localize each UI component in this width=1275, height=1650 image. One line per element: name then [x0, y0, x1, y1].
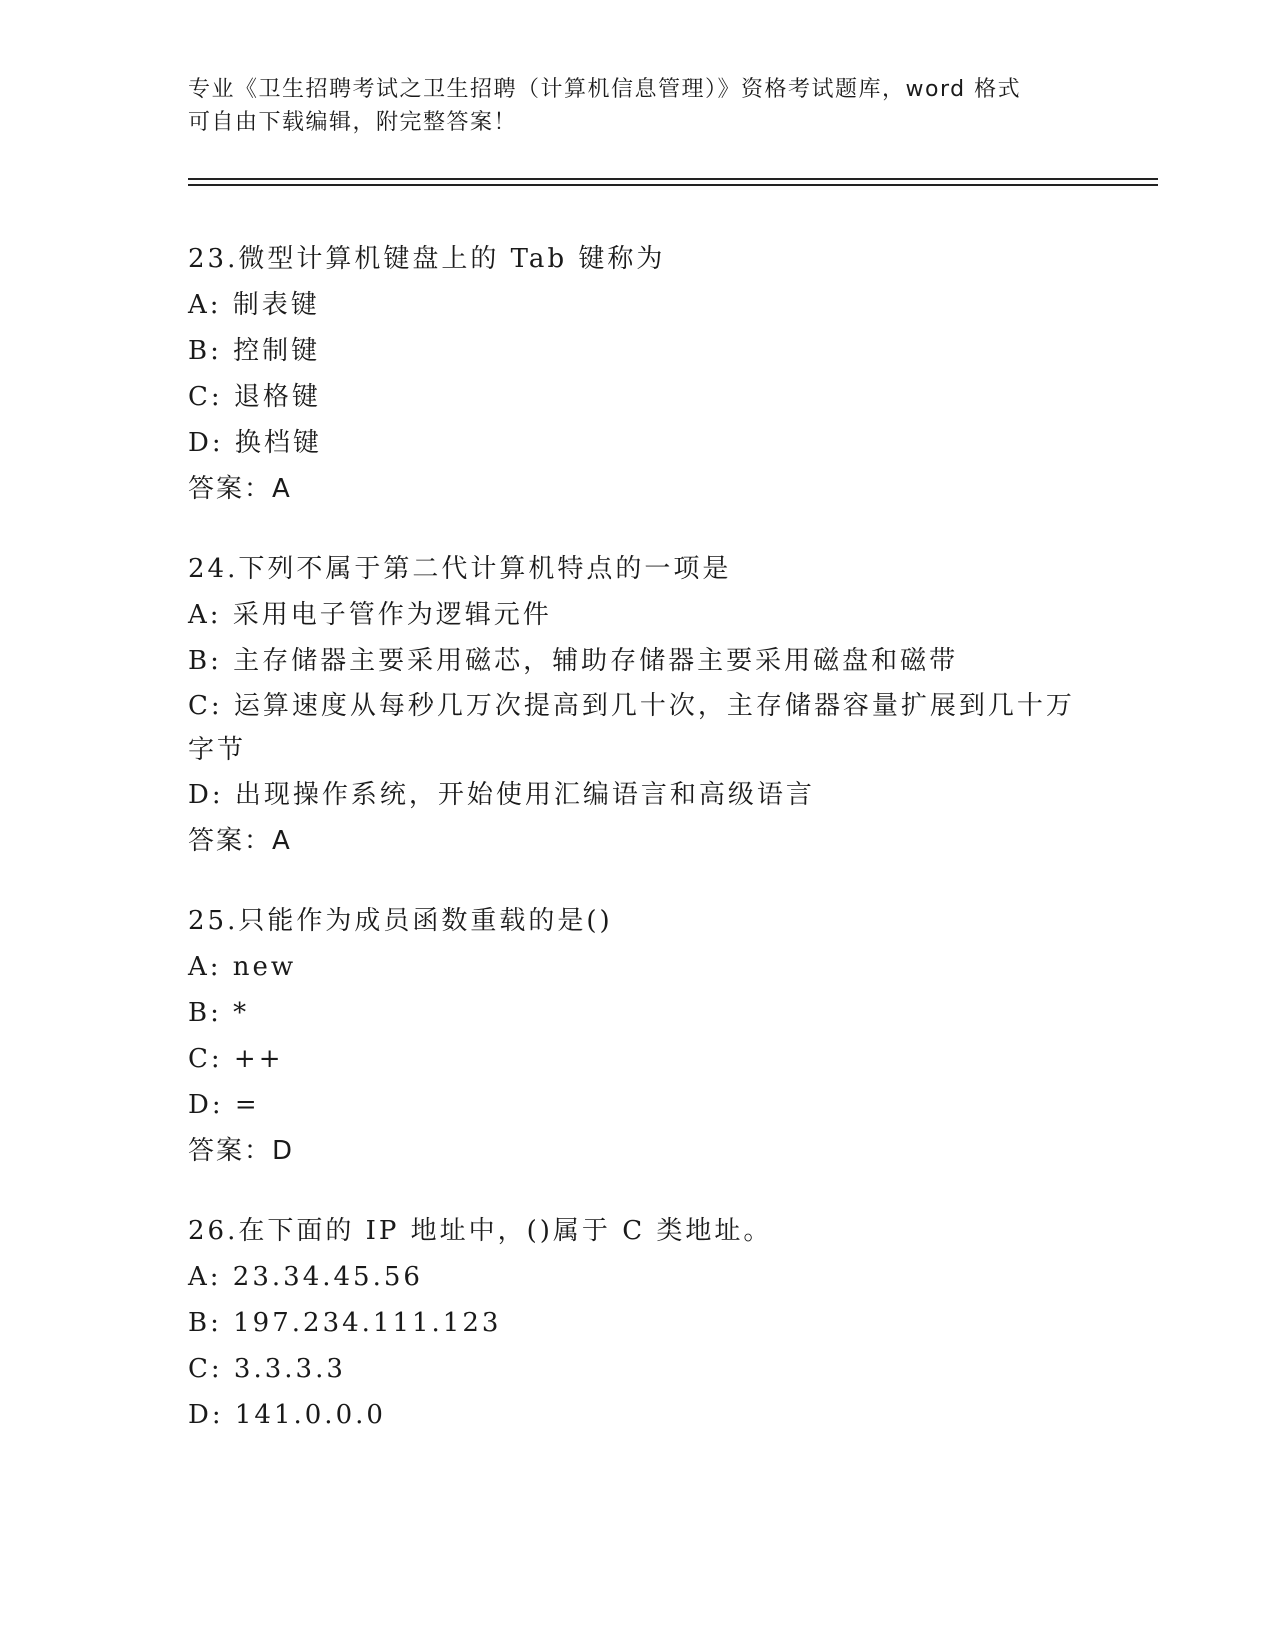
option-c: C: 3.3.3.3 [188, 1354, 346, 1384]
header-line-1: 专业《卫生招聘考试之卫生招聘（计算机信息管理）》资格考试题库，word 格式 [188, 77, 1022, 102]
option-c: C: ++ [188, 1044, 284, 1074]
option-d: D: = [188, 1090, 260, 1120]
header-line-2: 可自由下载编辑，附完整答案！ [188, 110, 518, 135]
question-stem: 24.下列不属于第二代计算机特点的一项是 [188, 554, 732, 584]
question-stem: 23.微型计算机键盘上的 Tab 键称为 [188, 244, 666, 274]
header-rule-bottom [188, 184, 1158, 186]
question-25 [188, 898, 1088, 1174]
option-b: B: 控制键 [188, 336, 321, 366]
option-a: A: 23.34.45.56 [188, 1262, 423, 1292]
question-list [188, 236, 1088, 1472]
option-d: D: 141.0.0.0 [188, 1400, 386, 1430]
question-26 [188, 1208, 1088, 1438]
option-b: B: 197.234.111.123 [188, 1308, 502, 1338]
answer-label: 答案：A [188, 826, 292, 856]
answer-label: 答案：A [188, 474, 292, 504]
option-b: B: * [188, 998, 250, 1028]
header-rule-top [188, 178, 1158, 180]
question-stem: 25.只能作为成员函数重载的是() [188, 906, 613, 936]
document-header [188, 73, 1088, 139]
question-stem: 26.在下面的 IP 地址中，()属于 C 类地址。 [188, 1216, 773, 1246]
option-a: A: 制表键 [188, 290, 320, 320]
option-c: C: 退格键 [188, 382, 321, 412]
option-a: A: new [188, 952, 297, 982]
question-24 [188, 546, 1088, 864]
option-c: C: 运算速度从每秒几万次提高到几十次，主存储器容量扩展到几十万字节 [188, 691, 1075, 765]
option-d: D: 换档键 [188, 428, 322, 458]
option-b: B: 主存储器主要采用磁芯，辅助存储器主要采用磁盘和磁带 [188, 646, 959, 676]
question-23 [188, 236, 1088, 512]
option-d: D: 出现操作系统，开始使用汇编语言和高级语言 [188, 780, 815, 810]
option-a: A: 采用电子管作为逻辑元件 [188, 600, 552, 630]
answer-label: 答案：D [188, 1136, 295, 1166]
